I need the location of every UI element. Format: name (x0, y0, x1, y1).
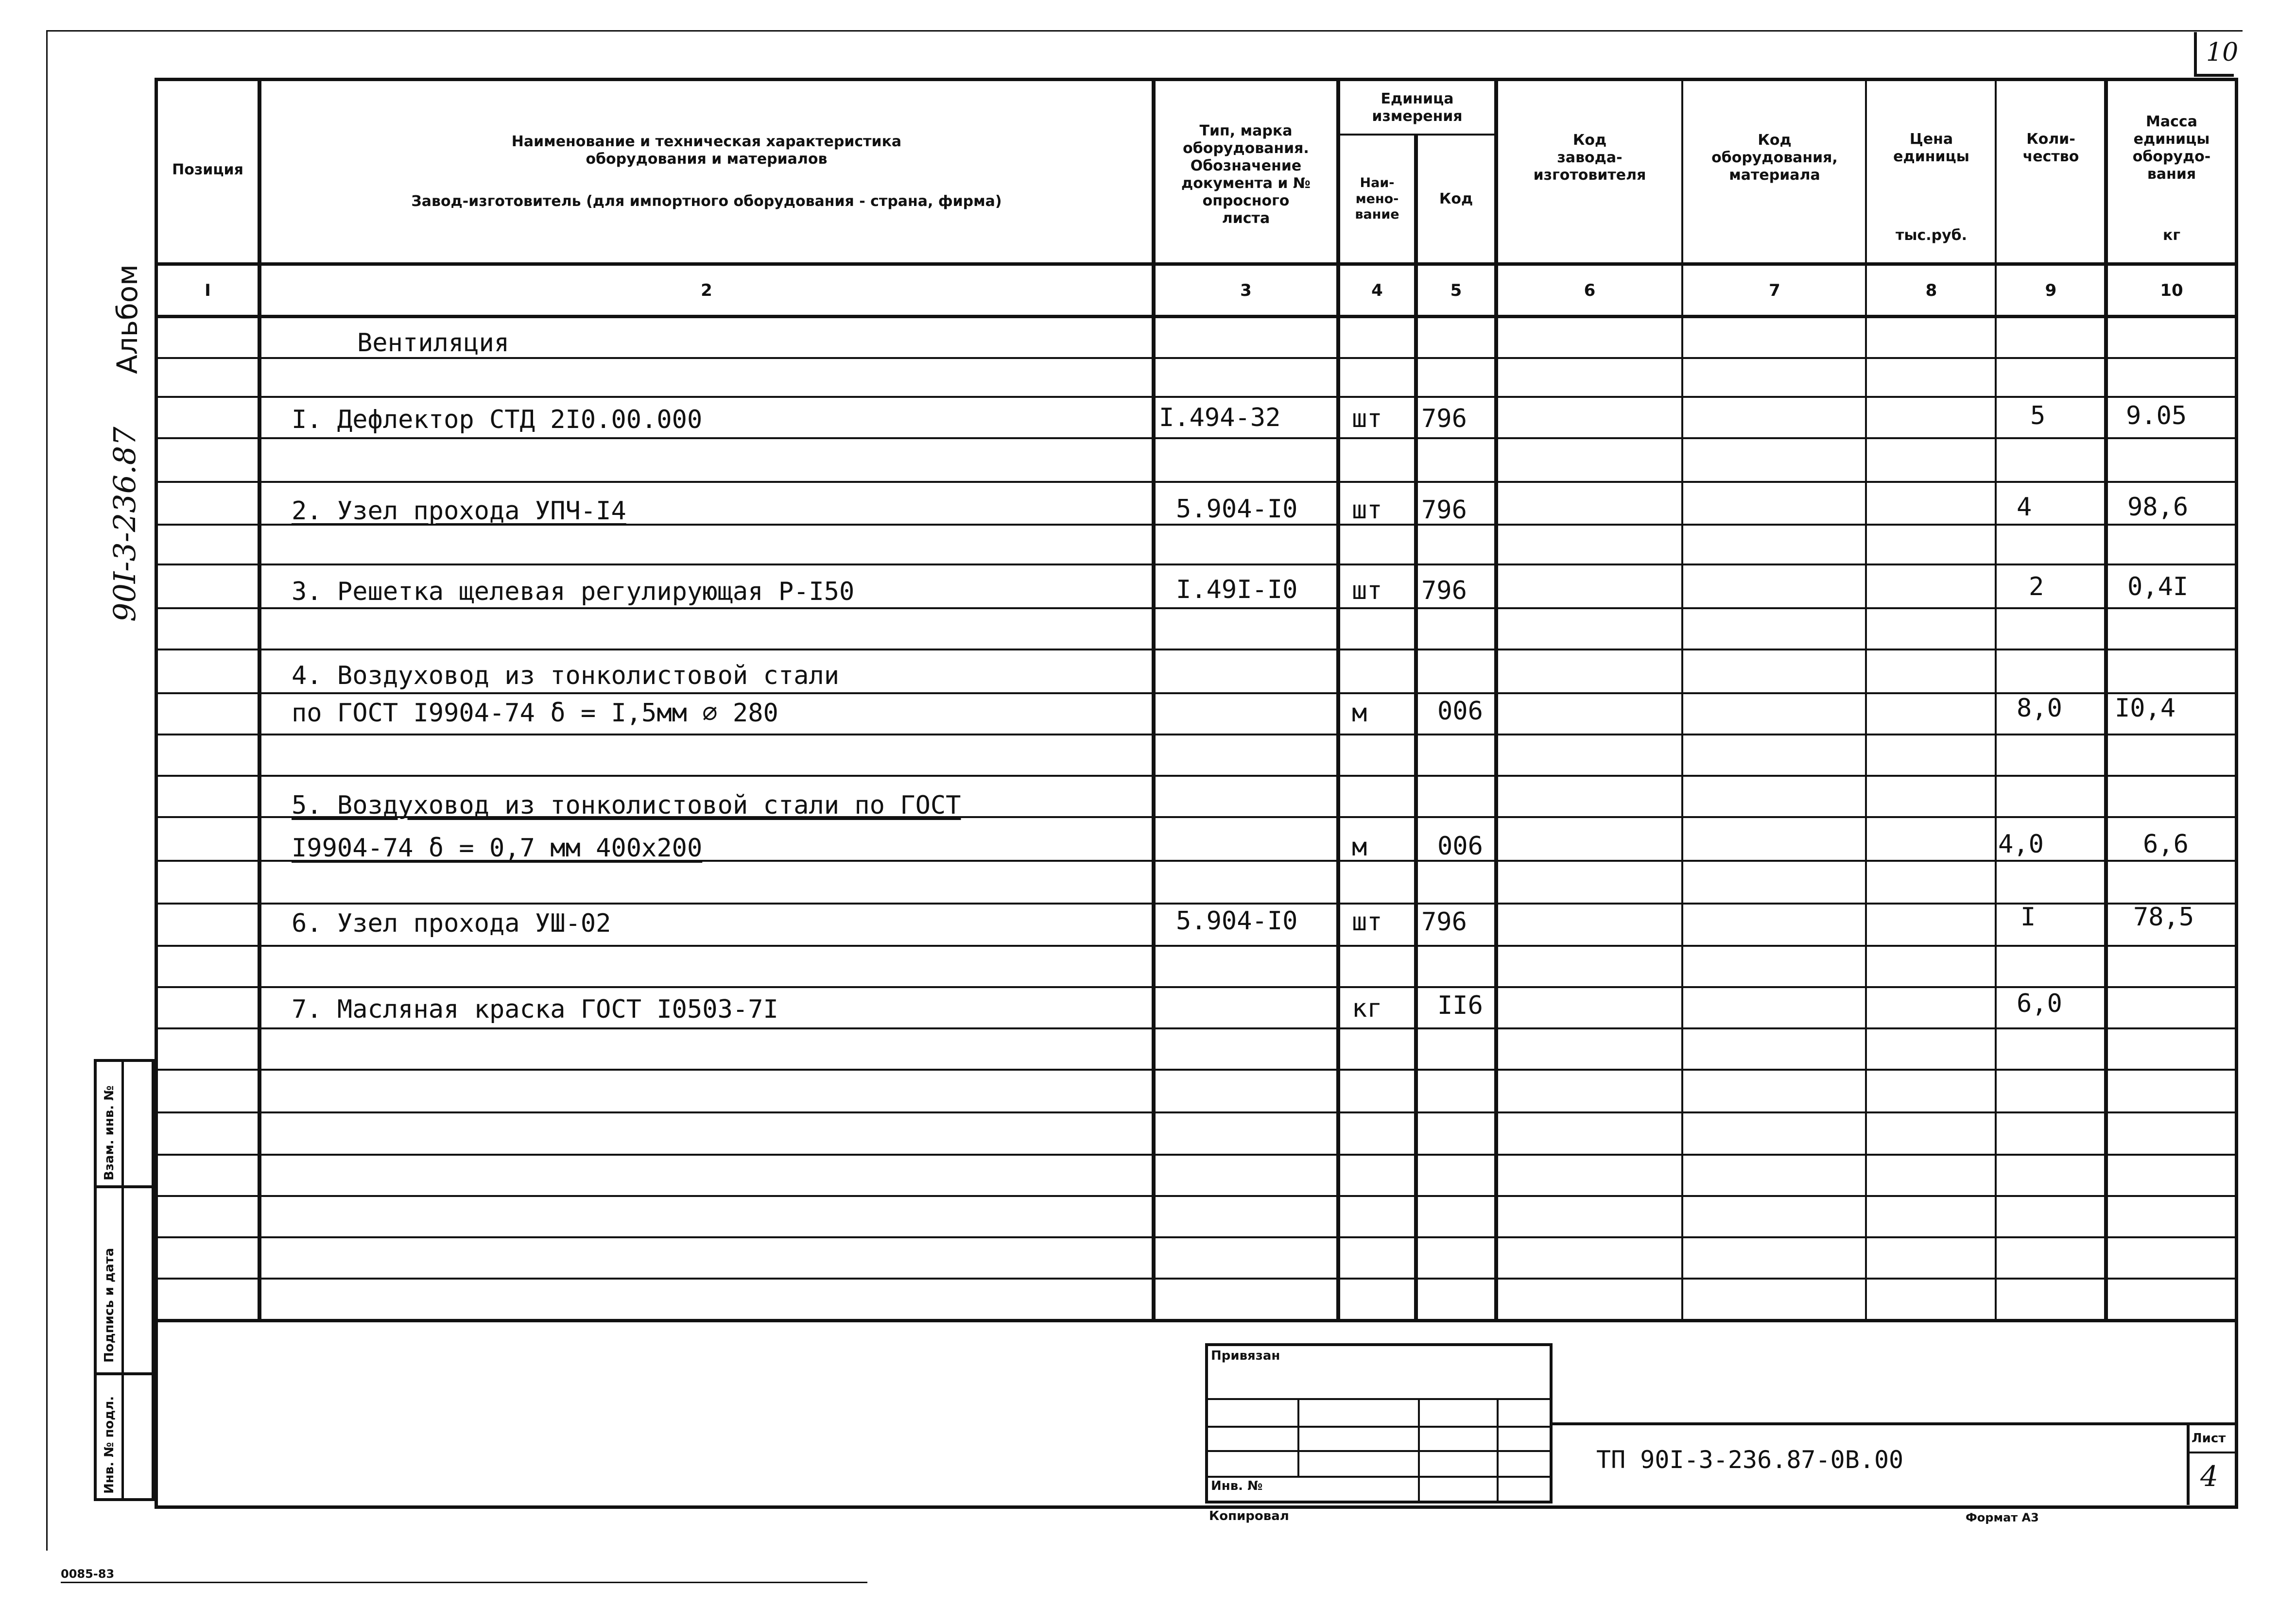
row-2-code: 796 (1421, 495, 1467, 525)
row-line (155, 1111, 2238, 1113)
stamp-inv: Инв. № (1211, 1479, 1263, 1493)
col-number-6: 6 (1584, 281, 1596, 300)
header-mass: Масса единицы оборудо- вания (2132, 113, 2211, 183)
row-line (155, 1236, 2238, 1238)
header-unit-group: Единица измерения (1372, 90, 1463, 125)
stamp-privyazan: Привязан (1211, 1349, 1280, 1363)
row-5-name: 5. Воздуховод из тонколистовой стали по ГОСТ (292, 791, 961, 820)
row-4-unit: м (1352, 699, 1367, 728)
row-7-unit: кг (1352, 994, 1382, 1023)
page-number: 10 (2206, 38, 2239, 67)
col-line-9 (2104, 78, 2108, 1319)
stamp-line (1205, 1398, 1553, 1400)
row-line (155, 903, 2238, 905)
col-number-3: 3 (1240, 281, 1252, 300)
row-line (155, 945, 2238, 947)
row-5-code: 006 (1437, 832, 1483, 861)
col-line-6 (1681, 78, 1683, 1319)
row-3-code: 796 (1421, 576, 1467, 605)
row-5-unit: м (1352, 833, 1367, 862)
section-title: Вентиляция (357, 328, 510, 358)
row-2-mass: 98,6 (2127, 493, 2189, 522)
row-line (155, 649, 2238, 650)
sheet-label: Лист (2192, 1431, 2226, 1446)
row-line (155, 481, 2238, 483)
stamp-col (1418, 1398, 1420, 1503)
header-position: Позиция (172, 161, 243, 178)
side-stamp-divider (121, 1059, 124, 1501)
row-7-name: 7. Масляная краска ГОСТ I0503-7I (292, 995, 778, 1024)
side-label-vzam: Взам. инв. № (102, 1085, 117, 1180)
row-1-qty: 5 (2030, 401, 2046, 430)
col-number-9: 9 (2045, 281, 2057, 300)
row-line (155, 396, 2238, 398)
col-number-8: 8 (1925, 281, 1937, 300)
stamp-line (1205, 1426, 1553, 1428)
row-line (155, 775, 2238, 777)
left-guide-line (46, 30, 48, 1551)
side-label-inv: Инв. № подл. (102, 1396, 117, 1494)
row-1-name: I. Дефлектор СТД 2I0.00.000 (292, 405, 703, 434)
row-4-name: 4. Воздуховод из тонколистовой стали (292, 661, 840, 690)
footer-copied: Копировал (1209, 1509, 1289, 1523)
album-label: Альбом (111, 264, 144, 374)
header-unit-code: Код (1439, 190, 1473, 207)
row-3-name: 3. Решетка щелевая регулирующая Р-I50 (292, 577, 855, 606)
table-bottom-line (155, 1319, 2238, 1322)
row-6-mass: 78,5 (2133, 903, 2194, 932)
stamp-line (1205, 1450, 1553, 1452)
header-plant-code: Код завода- изготовителя (1533, 132, 1646, 184)
header-material-code: Код оборудования, материала (1711, 132, 1838, 184)
header-mass-unit: кг (2162, 227, 2181, 244)
col-line-4 (1414, 134, 1418, 1319)
header-price: Цена единицы (1893, 131, 1969, 165)
row-5-qty: 4,0 (1998, 830, 2044, 859)
col-line-2 (1152, 78, 1156, 1319)
sheet-number: 4 (2200, 1460, 2218, 1493)
header-price-unit: тыс.руб. (1895, 227, 1968, 244)
row-line (155, 437, 2238, 439)
stamp-col (1297, 1398, 1299, 1476)
row-2-qty: 4 (2017, 493, 2032, 522)
row-1-code: 796 (1421, 404, 1467, 433)
row-2-type: 5.904-I0 (1176, 495, 1298, 524)
header-quantity: Коли- чество (2022, 131, 2079, 165)
row-3-mass: 0,4I (2127, 572, 2189, 601)
row-5-name-line2: I9904-74 δ = 0,7 мм 400х200 (292, 834, 703, 863)
doc-code: ТП 90I-3-236.87-0В.00 (1596, 1446, 1904, 1474)
row-3-unit: шт (1352, 576, 1382, 605)
row-line (155, 1069, 2238, 1071)
row-3-type: I.49I-I0 (1176, 575, 1298, 604)
form-code: 0085-83 (61, 1567, 115, 1581)
row-4-mass: I0,4 (2115, 694, 2176, 723)
stamp-line (1205, 1476, 1553, 1478)
col-line-5 (1494, 78, 1498, 1319)
album-number: 90I-3-236.87 (107, 427, 142, 622)
row-line (155, 1027, 2238, 1029)
row-6-unit: шт (1352, 907, 1382, 937)
footer-format: Формат А3 (1966, 1511, 2039, 1524)
form-code-line (61, 1582, 867, 1583)
top-guide-line (46, 30, 2243, 32)
row-4-name-line2: по ГОСТ I9904-74 δ = I,5мм ∅ 280 (292, 699, 778, 728)
row-7-code: II6 (1437, 991, 1483, 1020)
row-3-qty: 2 (2029, 572, 2044, 601)
colnum-bottom-line (155, 315, 2238, 318)
row-7-qty: 6,0 (2017, 989, 2062, 1018)
col-number-10: 10 (2160, 281, 2183, 300)
col-number-1: I (205, 281, 211, 300)
row-line (155, 607, 2238, 609)
col-number-7: 7 (1769, 281, 1780, 300)
col-line-3 (1336, 78, 1340, 1319)
row-1-type: I.494-32 (1159, 403, 1281, 432)
row-2-unit: шт (1352, 495, 1382, 525)
row-1-unit: шт (1352, 404, 1382, 433)
col-number-2: 2 (701, 281, 712, 300)
header-manufacturer: Завод-изготовитель (для импортного оборудования - страна, фирма) (411, 193, 1002, 210)
row-line (155, 734, 2238, 735)
row-4-qty: 8,0 (2017, 694, 2062, 723)
col-line-8 (1995, 78, 1997, 1319)
side-label-podpis: Подпись и дата (102, 1247, 117, 1363)
row-1-mass: 9.05 (2126, 401, 2187, 430)
side-stamp-line (94, 1185, 155, 1188)
header-bottom-line (155, 262, 2238, 266)
row-2-name: 2. Узел прохода УПЧ-I4 (292, 496, 626, 526)
row-line (155, 692, 2238, 694)
header-unit-name: Наи- мено- вание (1355, 175, 1399, 222)
row-line (155, 1278, 2238, 1280)
col-number-5: 5 (1450, 281, 1462, 300)
row-6-qty: I (2020, 903, 2036, 932)
row-5-mass: 6,6 (2143, 830, 2189, 859)
row-6-type: 5.904-I0 (1176, 906, 1298, 936)
row-line (155, 986, 2238, 988)
row-line (155, 1195, 2238, 1197)
title-block-top (1553, 1422, 2238, 1425)
row-6-name: 6. Узел прохода УШ-02 (292, 909, 611, 938)
sheet-box-line (2187, 1452, 2238, 1453)
side-stamp-line (94, 1372, 155, 1375)
row-4-code: 006 (1437, 697, 1483, 726)
row-line (155, 1154, 2238, 1156)
header-type: Тип, марка оборудования. Обозначение документа и № опросного листа (1181, 122, 1311, 227)
col-line-1 (258, 78, 261, 1319)
stamp-col (1497, 1398, 1499, 1503)
header-name: Наименование и техническая характеристика оборудования и материалов (511, 133, 902, 168)
row-line (155, 564, 2238, 565)
col-number-4: 4 (1371, 281, 1383, 300)
col-line-7 (1865, 78, 1867, 1319)
row-6-code: 796 (1421, 907, 1467, 937)
